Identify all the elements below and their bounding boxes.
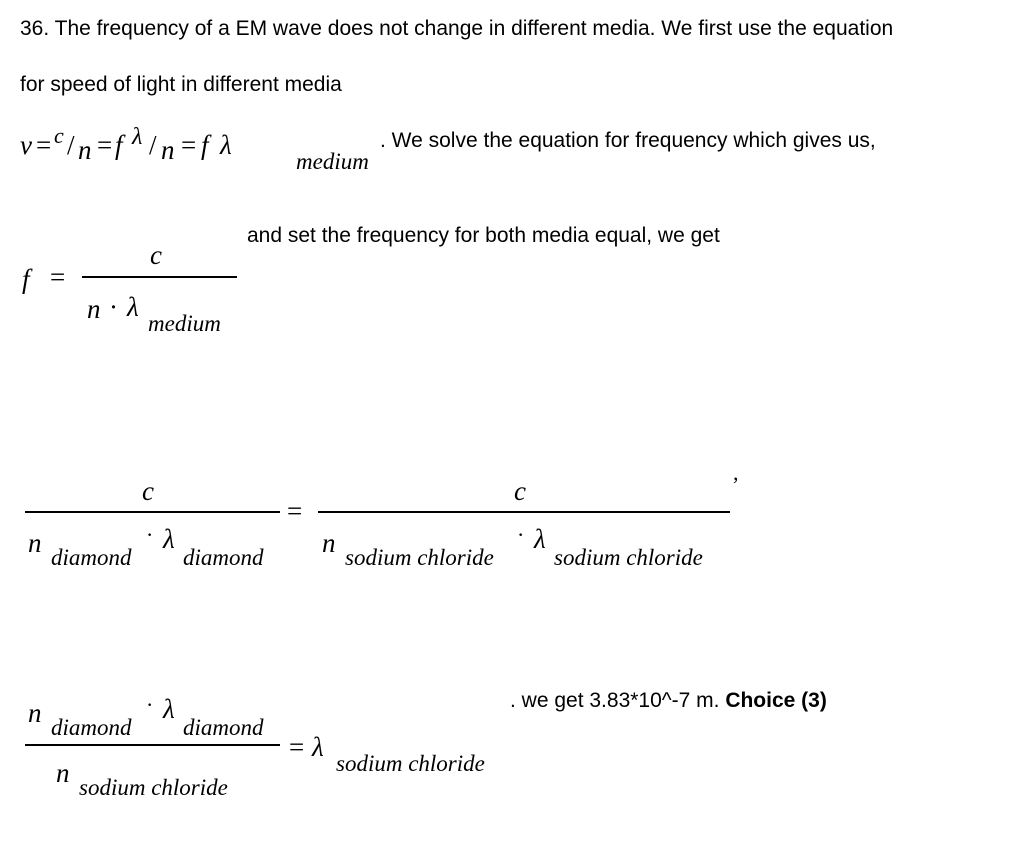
symbol-c: c <box>54 123 64 148</box>
paragraph-result <box>510 690 827 711</box>
slash: / <box>67 130 75 160</box>
subscript-sodium-chloride: sodium chloride <box>345 545 494 570</box>
subscript-sodium-chloride: sodium chloride <box>336 751 485 776</box>
symbol-f: f <box>22 264 30 294</box>
symbol-f: f <box>201 130 209 160</box>
subscript-diamond: diamond <box>183 545 264 570</box>
symbol-n: n <box>87 294 101 324</box>
equals-sign: = <box>36 130 52 160</box>
subscript-diamond: diamond <box>51 715 132 740</box>
symbol-v: v <box>20 130 32 160</box>
symbol-lambda: λ <box>163 524 175 554</box>
subscript-diamond: diamond <box>51 545 132 570</box>
left-fraction-bar <box>25 511 280 513</box>
dot-operator: · <box>517 522 525 547</box>
subscript-diamond: diamond <box>183 715 264 740</box>
subscript-medium: medium <box>148 311 221 336</box>
fraction-bar <box>25 744 280 746</box>
equals-sign: = <box>181 130 197 160</box>
equals-sign: = <box>289 732 305 762</box>
dot-operator: · <box>146 692 154 717</box>
equals-sign: = <box>50 262 66 292</box>
symbol-n: n <box>28 528 42 558</box>
left-numerator-c: c <box>142 476 154 506</box>
subscript-sodium-chloride: sodium chloride <box>79 775 228 800</box>
symbol-lambda: λ <box>163 694 175 724</box>
paragraph-solve-frequency: . We solve the equation for frequency which gives us, <box>380 129 876 152</box>
fraction-bar <box>82 276 237 278</box>
dot-operator: · <box>146 522 154 547</box>
result-text: . we get 3.83*10^-7 m. <box>510 689 720 712</box>
symbol-n: n <box>161 135 175 165</box>
paragraph-line-2: for speed of light in different media <box>20 73 342 96</box>
symbol-n: n <box>56 758 70 788</box>
numerator-c: c <box>150 240 162 270</box>
right-numerator-c: c <box>514 476 526 506</box>
symbol-n: n <box>78 135 92 165</box>
symbol-n: n <box>322 528 336 558</box>
subscript-sodium-chloride: sodium chloride <box>554 545 703 570</box>
subscript-medium: medium <box>296 149 369 174</box>
symbol-n: n <box>28 698 42 728</box>
paragraph-line-1: 36. The frequency of a EM wave does not change in different media. We first use the equation <box>20 17 894 40</box>
symbol-lambda: λ <box>220 130 232 160</box>
symbol-lambda: λ <box>312 732 324 762</box>
slash: / <box>149 130 157 160</box>
comma: , <box>733 460 739 485</box>
symbol-lambda: λ <box>534 524 546 554</box>
symbol-lambda: λ <box>132 124 143 150</box>
answer-choice: Choice (3) <box>725 689 827 712</box>
equals-sign: = <box>97 130 113 160</box>
symbol-lambda: λ <box>127 292 139 322</box>
equals-sign: = <box>287 496 303 526</box>
symbol-f: f <box>115 130 123 160</box>
right-fraction-bar <box>318 511 730 513</box>
dot-operator: · <box>109 292 118 322</box>
paragraph-set-equal: and set the frequency for both media equal, we get <box>247 224 720 247</box>
